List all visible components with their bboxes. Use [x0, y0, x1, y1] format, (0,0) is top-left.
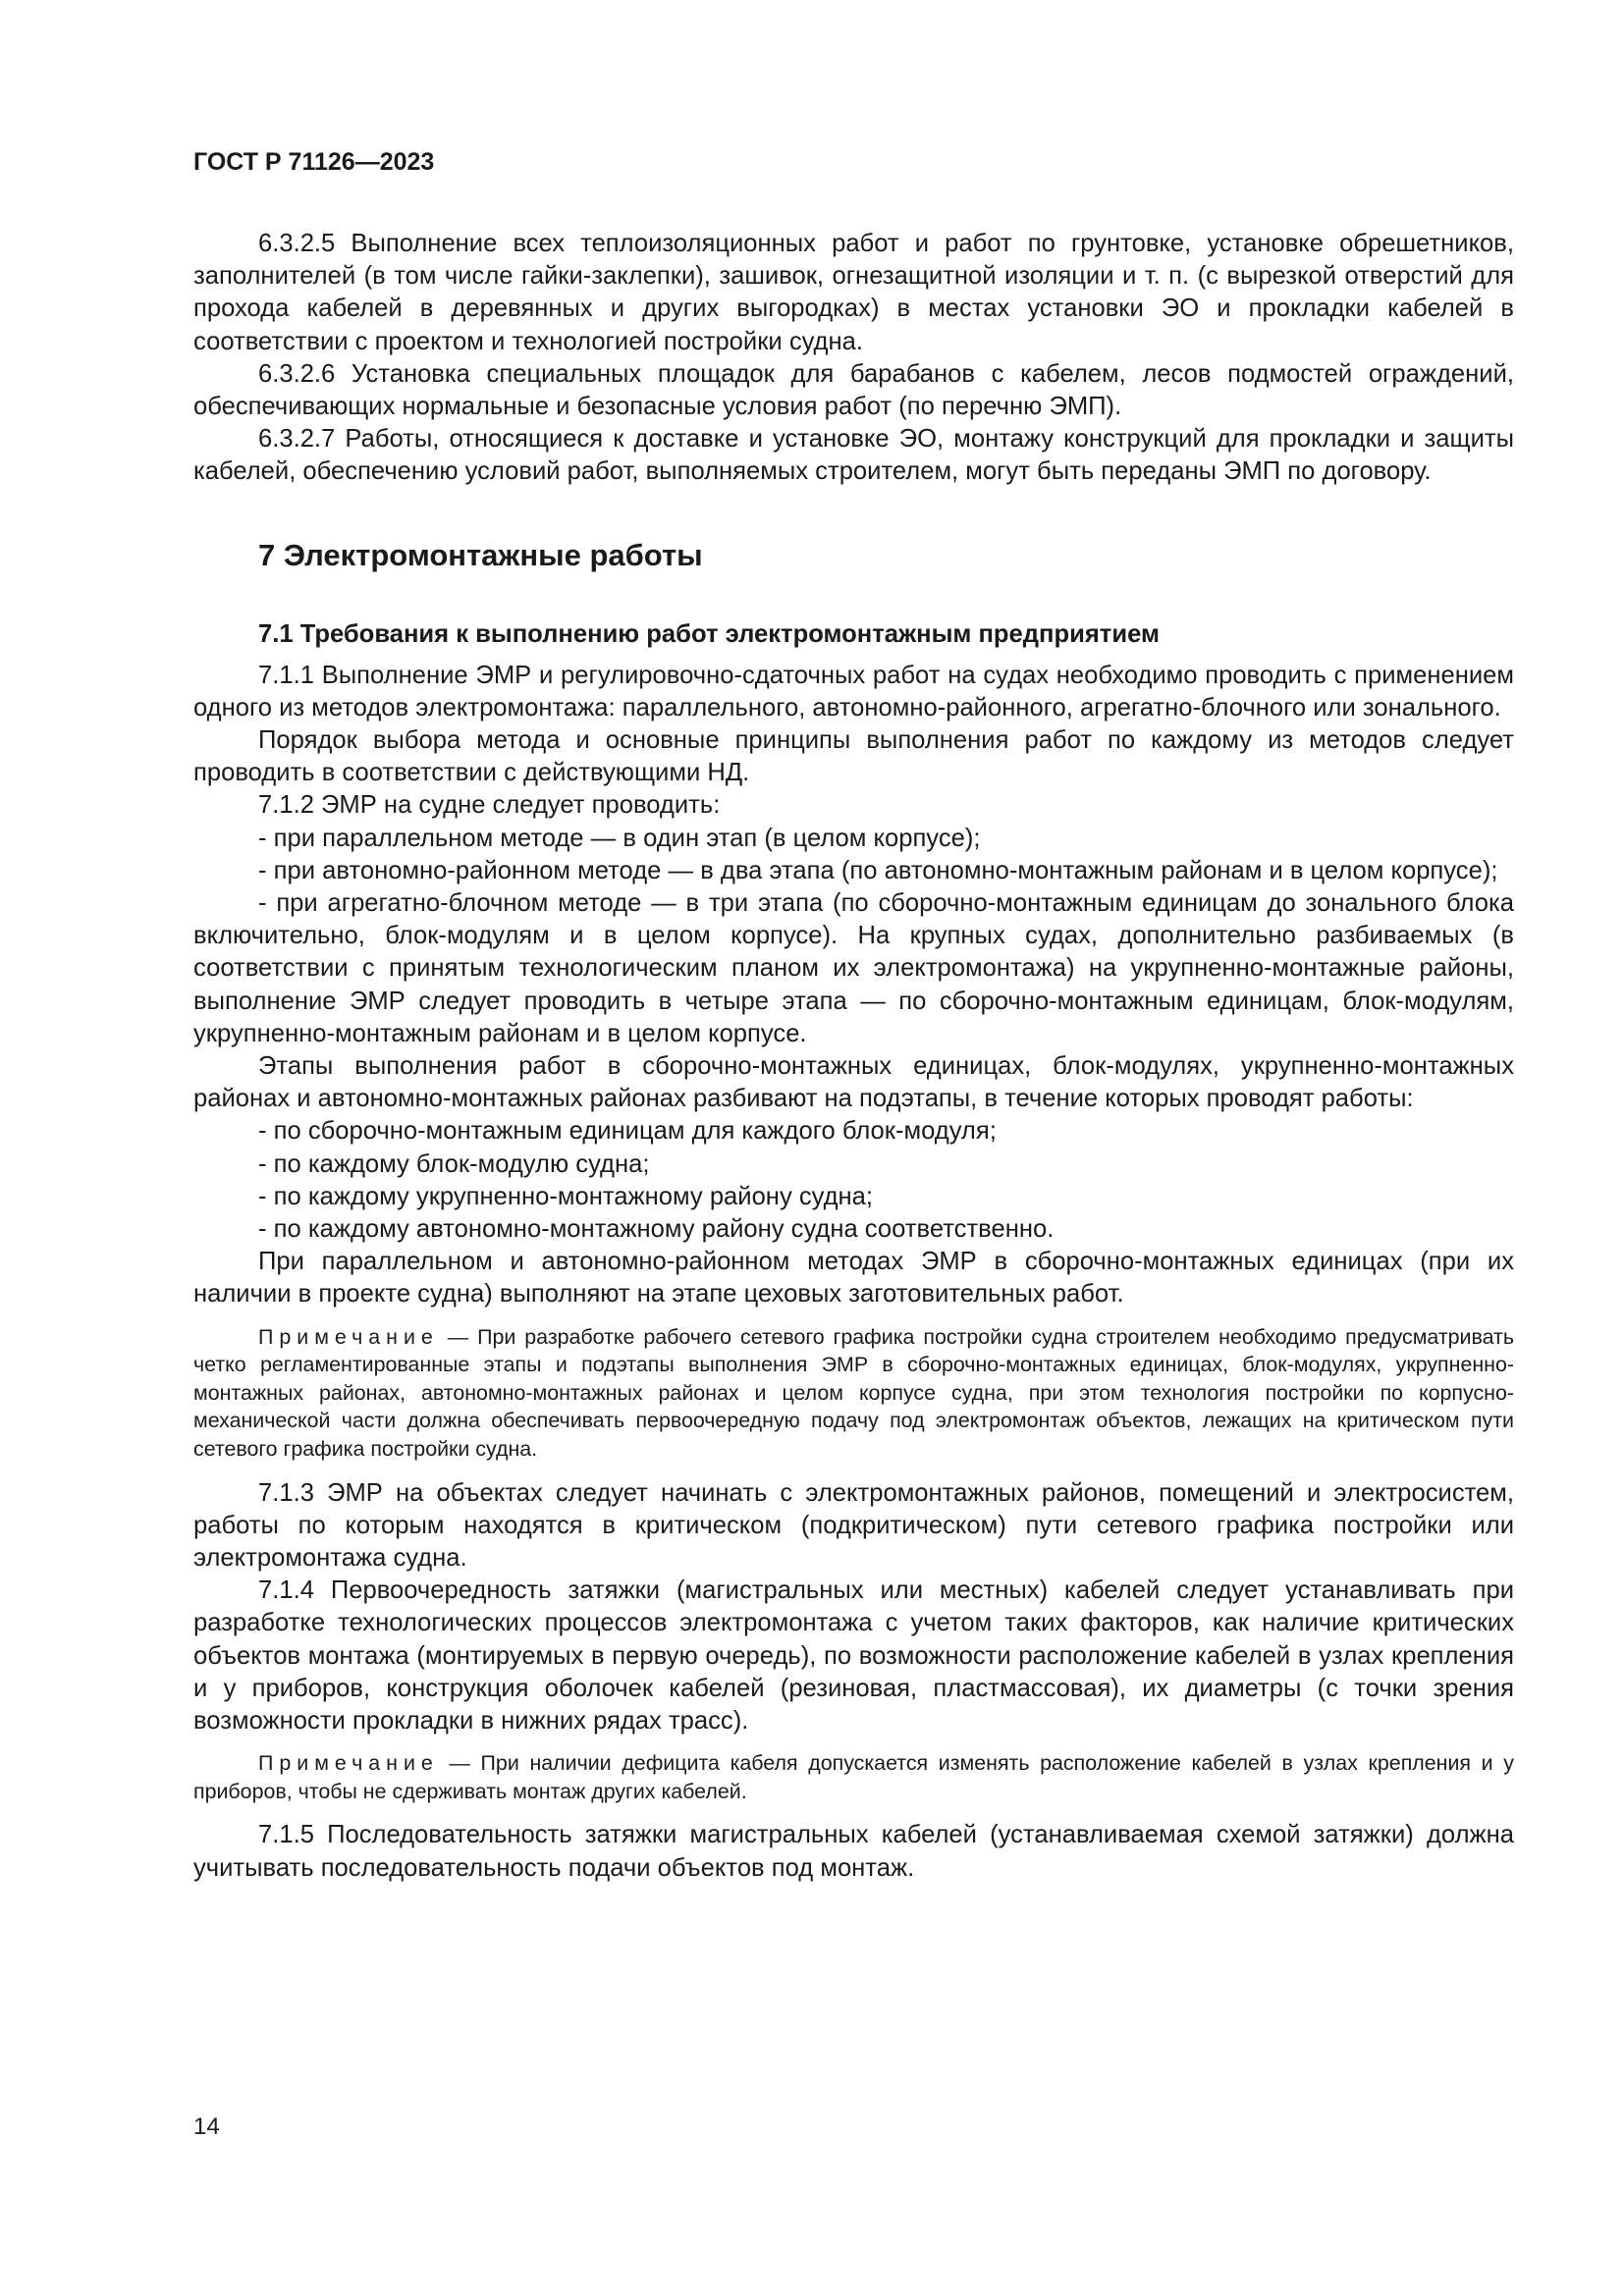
list-item: - по каждому блок-модулю судна; [258, 1149, 650, 1178]
list-item: - при агрегатно-блочном методе — в три этапа (по сборочно-монтажным единицам до зонального блока включительно, блок-модулям и в целом корпусе). На крупных судах, дополнительно разбиваемых (в соответствии с принятым технологическим планом их электромонтажа) на укрупненно-монтажные районы, выполнение ЭМР следует проводить в четыре этапа — по сборочно-монтажным единицам, блок-модулям, укрупненно-монтажным районам и в целом корпусе. [193, 889, 1514, 1047]
note-text: — При наличии дефицита кабеля допускается изменять расположение кабелей в узлах крепления и у приборов, чтобы не сдерживать монтаж других кабелей. [193, 1751, 1514, 1803]
section-title: 7 Электромонтажные работы [258, 537, 703, 572]
document-header: ГОСТ Р 71126—2023 [193, 148, 435, 176]
paragraph-parallel-method: При параллельном и автономно-районном методах ЭМР в сборочно-монтажных единицах (при их наличии в проекте судна) выполняют на этапе цеховых заготовительных работ. [193, 1248, 1514, 1308]
list-item: - при автономно-районном методе — в два этапа (по автономно-монтажным районам и в целом корпусе); [258, 856, 1498, 884]
list-item: - по сборочно-монтажным единицам для каждого блок-модуля; [258, 1117, 997, 1146]
note-label: Примечание [258, 1751, 439, 1776]
list-item: - при параллельном методе — в один этап (в целом корпусе); [258, 824, 981, 852]
paragraph-6-3-2-7: 6.3.2.7 Работы, относящиеся к доставке и установке ЭО, монтажу конструкций для прокладки и защиты кабелей, обеспечению условий работ, выполняемых строителем, могут быть переданы ЭМП по договору. [193, 425, 1514, 486]
document-page [193, 147, 1514, 1885]
page-number: 14 [193, 2113, 220, 2140]
list-item: - по каждому автономно-монтажному району судна соответственно. [258, 1215, 1055, 1244]
paragraph-6-3-2-6: 6.3.2.6 Установка специальных площадок для барабанов с кабелем, лесов подмостей ограждений, обеспечивающих нормальные и безопасные условия работ (по перечню ЭМП). [193, 359, 1514, 421]
note-text: — При разработке рабочего сетевого графика постройки судна строителем необходимо предусматривать четко регламентированные этапы и подэтапы выполнения ЭМР в сборочно-монтажных единицах, блок-модулях, укрупненно-монтажных районах, автономно-монтажных районах и целом корпусе судна, при этом технология постройки по корпусно-механической части должна обеспечивать первоочередную подачу под электромонтаж объектов, лежащих на критическом пути сетевого графика постройки судна. [193, 1324, 1514, 1462]
paragraph-7-1-5: 7.1.5 Последовательность затяжки магистральных кабелей (устанавливаемая схемой затяжки) должна учитывать последовательность подачи объектов под монтаж. [193, 1821, 1514, 1882]
paragraph-method-order: Порядок выбора метода и основные принципы выполнения работ по каждому из методов следует проводить в соответствии с действующими НД. [193, 726, 1514, 787]
paragraph-6-3-2-5: 6.3.2.5 Выполнение всех теплоизоляционных работ и работ по грунтовке, установке обрешетников, заполнителей (в том числе гайки-заклепки), зашивок, огнезащитной изоляции и т. п. (с вырезкой отверстий для прохода кабелей в деревянных и других выгородках) в местах установки ЭО и прокладки кабелей в соответствии с проектом и технологией постройки судна. [193, 230, 1514, 355]
note-label: Примечание [258, 1324, 439, 1349]
paragraph-7-1-1: 7.1.1 Выполнение ЭМР и регулировочно-сдаточных работ на судах необходимо проводить с применением одного из методов электромонтажа: параллельного, автономно-районного, агрегатно-блочного или зонального. [193, 661, 1514, 721]
paragraph-stages: Этапы выполнения работ в сборочно-монтажных единицах, блок-модулях, укрупненно-монтажных районах и автономно-монтажных районах разбивают на подэтапы, в течение которых проводят работы: [193, 1052, 1514, 1113]
paragraph-7-1-4: 7.1.4 Первоочередность затяжки (магистральных или местных) кабелей следует устанавливать при разработке технологических процессов электромонтажа с учетом таких факторов, как наличие критических объектов монтажа (монтируемых в первую очередь), по возможности расположение кабелей в узлах крепления и у приборов, конструкция оболочек кабелей (резиновая, пластмассовая), их диаметры (с точки зрения возможности прокладки в нижних рядах трасс). [193, 1576, 1514, 1735]
paragraph-7-1-2: 7.1.2 ЭМР на судне следует проводить: [258, 791, 721, 820]
paragraph-7-1-3: 7.1.3 ЭМР на объектах следует начинать с электромонтажных районов, помещений и электросистем, работы по которым находятся в критическом (подкритическом) пути сетевого графика постройки или электромонтажа судна. [193, 1478, 1514, 1573]
list-item: - по каждому укрупненно-монтажному району судна; [258, 1182, 874, 1210]
note-1 [193, 1323, 1514, 1464]
note-2 [193, 1749, 1514, 1805]
subsection-title: 7.1 Требования к выполнению работ электромонтажным предприятием [258, 619, 1160, 648]
